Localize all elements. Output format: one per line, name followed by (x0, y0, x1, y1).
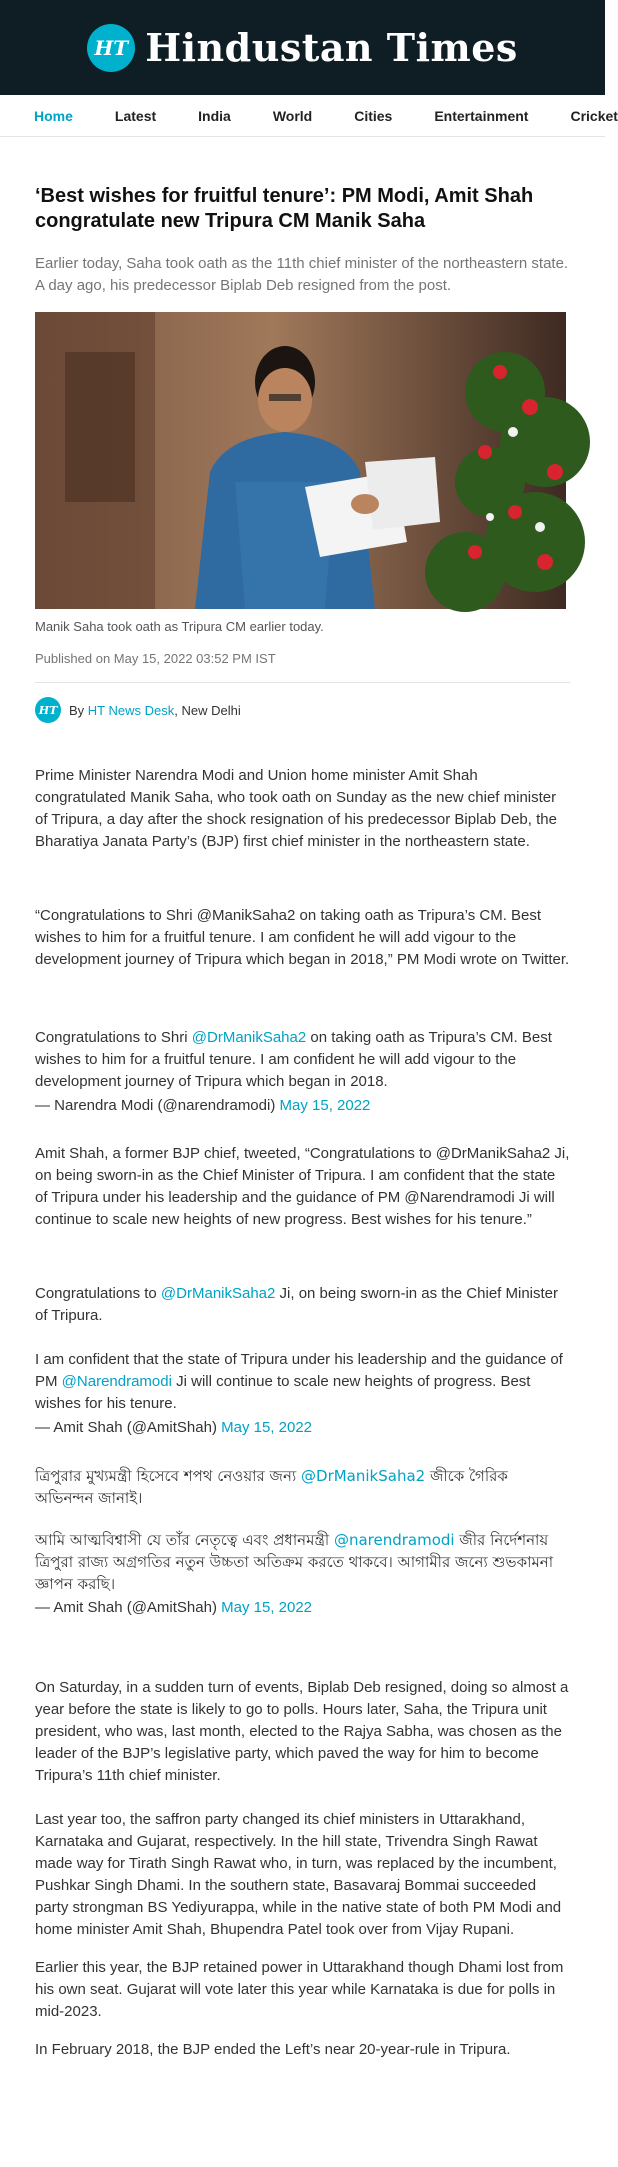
nav-item-cities[interactable]: Cities (354, 107, 393, 124)
article (0, 184, 605, 2061)
byline-prefix: By (69, 702, 85, 718)
tweet-date-link[interactable]: May 15, 2022 (279, 1097, 371, 1114)
published-date: Published on May 15, 2022 03:52 PM IST (35, 651, 276, 666)
article-summary: Earlier today, Saha took oath as the 11th chief minister of the northeastern state. A day ago, his predecessor Biplab Deb resigned from the post. (35, 255, 569, 294)
nav-item-latest[interactable]: Latest (114, 107, 157, 124)
image-caption: Manik Saha took oath as Tripura CM earlier today. (35, 619, 324, 634)
tweet-text-part: I am confident that the state of Tripura under his leadership and the guidance of PM (35, 1351, 563, 1390)
tweet-text (35, 1349, 570, 1415)
embedded-tweet-modi (35, 1027, 570, 1117)
embedded-tweet-shah-bengali (35, 1465, 570, 1619)
tweet-text-part: ত্রিপুরার মুখ্যমন্ত্রী হিসেবে শপথ নেওয়ার জন্য (35, 1467, 302, 1485)
nav-item-entertainment[interactable]: Entertainment (434, 107, 529, 124)
tweet-text-part: Congratulations to (35, 1285, 161, 1302)
nav-item-world[interactable]: World (272, 107, 313, 124)
tweet-date-link[interactable]: May 15, 2022 (221, 1419, 313, 1436)
tweet-text-part: Congratulations to Shri (35, 1029, 192, 1046)
tweet-text (35, 1283, 570, 1327)
paragraph: Amit Shah, a former BJP chief, tweeted, “Congratulations to @DrManikSaha2 Ji, on being sworn-in as the Chief Minister of Tripura. I am confident that the state of Tripura under his leadership and the guidance of PM @Narendramodi Ji will continue to scale new heights of new progress. Best wishes for his tenure.” (35, 1145, 570, 1228)
tweet-text-part: জীকে গৈরিক অভিনন্দন জানাই। (35, 1467, 508, 1507)
byline-location: , New Delhi (174, 702, 241, 718)
ht-logo-icon: HT (87, 24, 135, 72)
nav-item-home[interactable]: Home (34, 107, 73, 124)
paragraph: Prime Minister Narendra Modi and Union home minister Amit Shah congratulated Manik Saha, who took oath on Sunday as the new chief minister of Tripura, a day after the shock resignation of his predecessor Biplab Deb, the Bharatiya Janata Party’s (BJP) first chief minister in the northeastern state. (35, 767, 557, 850)
tweet-text (35, 1529, 570, 1595)
embedded-tweet-shah (35, 1283, 570, 1439)
tweet-text-part: Ji, on being sworn-in as the Chief Minister of Tripura. (35, 1285, 559, 1324)
paragraph: Earlier this year, the BJP retained power in Uttarakhand though Dhami lost from his own seat. Gujarat will vote later this year while Karnataka is due for polls in mid-2023. (35, 1959, 564, 2020)
tweet-author: — Amit Shah (@AmitShah) (35, 1419, 222, 1436)
tweet-handle-link[interactable]: @DrManikSaha2 (301, 1467, 426, 1485)
paragraph: Last year too, the saffron party changed its chief ministers in Uttarakhand, Karnataka and Gujarat, respectively. In the hill state, Trivendra Singh Rawat made way for Tirath Singh Rawat who, in turn, was replaced by the incumbent, Pushkar Singh Dhami. In the southern state, Basavaraj Bommai succeeded party strongman BS Yediyurappa, while in the native state of both PM Modi and home minister Amit Shah, Bhupendra Patel took over from Vijay Rupani. (35, 1811, 562, 1938)
tweet-handle-link[interactable]: @DrManikSaha2 (191, 1029, 307, 1046)
tweet-handle-link[interactable]: @Narendramodi (61, 1373, 172, 1390)
brand-logo[interactable] (87, 24, 518, 72)
tweet-text-part: আমি আত্মবিশ্বাসী যে তাঁর নেতৃত্বে এবং প্রধানমন্ত্রী (35, 1531, 334, 1549)
divider (35, 682, 570, 683)
hero-image (35, 312, 566, 609)
tweet-attribution (35, 1597, 570, 1619)
tweet-text-part: on taking oath as Tripura’s CM. Best wishes to him for a fruitful tenure. I am confident he will add vigour to the development journey of Tripura which began in 2018. (35, 1029, 552, 1090)
paragraph: On Saturday, in a sudden turn of events, Biplab Deb resigned, doing so almost a year before the state is likely to go to polls. Hours later, Saha, the Tripura unit president, who was, last month, elected to the Rajya Sabha, was chosen as the leader of the BJP’s legislative party, which paved the way for him to become Tripura’s 11th chief minister. (35, 1679, 569, 1784)
hero-photo (35, 312, 566, 609)
tweet-text-part: জীর নির্দেশনায় ত্রিপুরা রাজ্য অগ্রগতির নতুন উচ্চতা অতিক্রম করতে থাকবে। আগামীর জন্যে শুভকামনা জ্ঞাপন করছি। (35, 1531, 554, 1593)
brand-name: Hindustan Times (145, 25, 518, 70)
paragraph: In February 2018, the BJP ended the Left’s near 20-year-rule in Tripura. (35, 2041, 511, 2058)
tweet-text-part: Ji will continue to scale new heights of progress. Best wishes for his tenure. (35, 1373, 531, 1412)
article-headline: ‘Best wishes for fruitful tenure’: PM Modi, Amit Shah congratulate new Tripura CM Manik Saha (35, 185, 534, 232)
author-link[interactable]: HT News Desk (87, 702, 175, 718)
tweet-date-link[interactable]: May 15, 2022 (221, 1599, 313, 1616)
tweet-author: — Amit Shah (@AmitShah) (35, 1599, 222, 1616)
tweet-text (35, 1027, 570, 1093)
masthead (0, 0, 605, 95)
tweet-handle-link[interactable]: @DrManikSaha2 (160, 1285, 276, 1302)
nav-item-cricket[interactable]: Cricket (570, 107, 618, 124)
paragraph: “Congratulations to Shri @ManikSaha2 on taking oath as Tripura’s CM. Best wishes to him for a fruitful tenure. I am confident he will add vigour to the development journey of Tripura which began in 2018,” PM Modi wrote on Twitter. (35, 907, 570, 968)
tweet-attribution (35, 1095, 570, 1117)
tweet-handle-link[interactable]: @narendramodi (333, 1531, 455, 1549)
byline (35, 697, 570, 723)
tweet-author: — Narendra Modi (@narendramodi) (35, 1097, 280, 1114)
ht-author-logo-icon: HT (35, 697, 61, 723)
nav-item-india[interactable]: India (198, 107, 231, 124)
tweet-text (35, 1465, 570, 1509)
tweet-attribution (35, 1417, 570, 1439)
main-nav (0, 95, 618, 137)
